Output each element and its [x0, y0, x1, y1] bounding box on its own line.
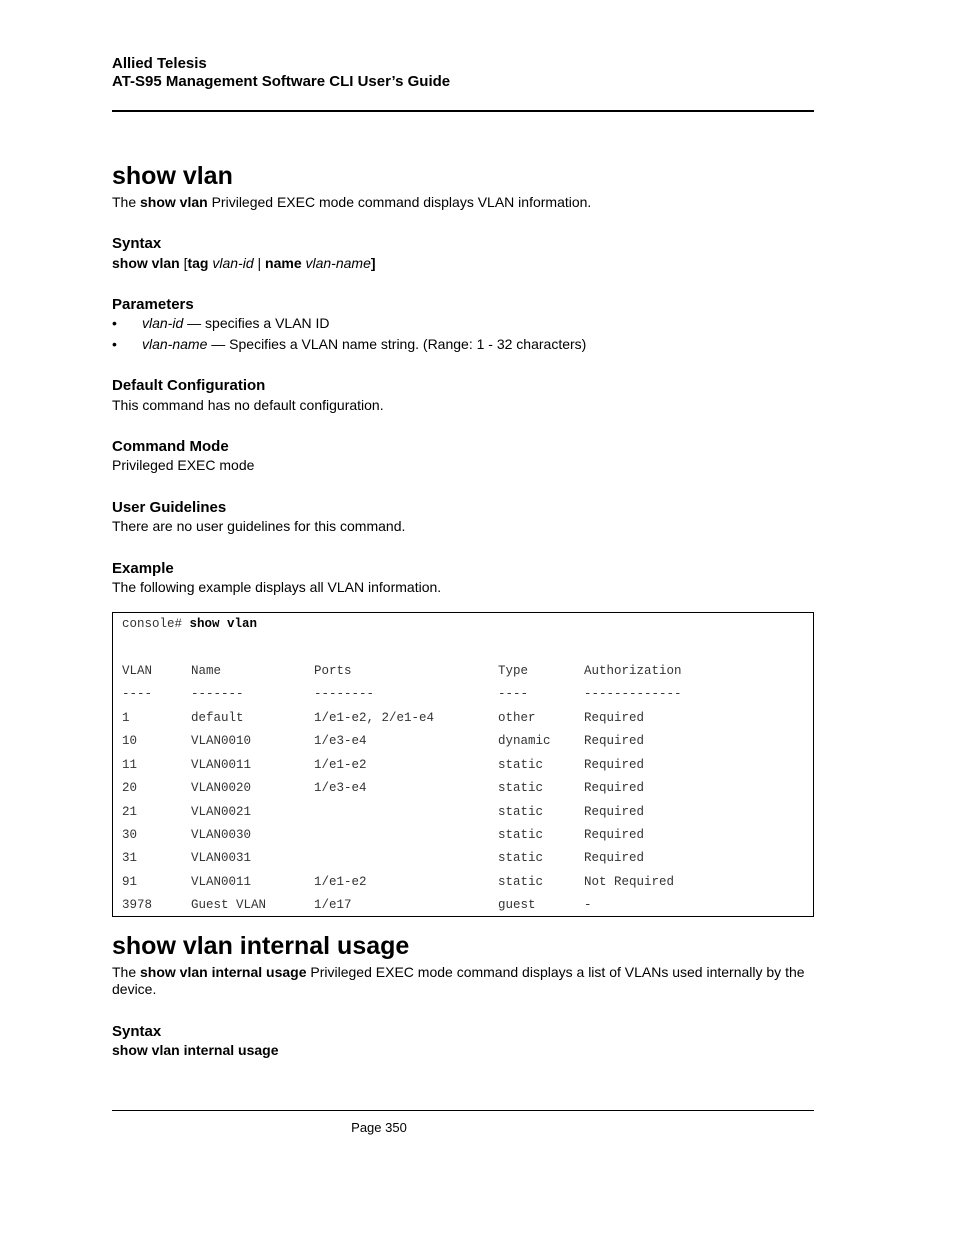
cell-type: dynamic [498, 734, 551, 749]
cell-vlan: 20 [122, 781, 138, 796]
syntax-bracket: [ [179, 255, 188, 271]
syntax-arg-vlan-id: vlan-id [208, 255, 254, 271]
cell-authorization: Required [584, 781, 645, 796]
header-company: Allied Telesis [112, 55, 207, 72]
cell-ports: 1/e1-e2 [314, 874, 367, 889]
cell-vlan: 30 [122, 828, 138, 842]
cell-type: guest [498, 898, 536, 913]
section-intro [112, 194, 591, 211]
cell-name: VLAN0031 [191, 851, 252, 866]
col-dashes: ---- [122, 687, 153, 701]
cell-vlan: 21 [122, 804, 138, 819]
cell-vlan: 1 [122, 711, 130, 725]
cell-name: VLAN0011 [191, 757, 252, 772]
user-guidelines-heading: User Guidelines [112, 499, 227, 516]
col-header-authorization: Authorization [584, 664, 682, 678]
parameter-desc: — Specifies a VLAN name string. (Range: 1 - 32 characters) [207, 336, 587, 352]
cell-name: VLAN0020 [191, 781, 252, 796]
cell-name: VLAN0011 [191, 874, 252, 889]
cell-authorization: Required [584, 851, 645, 866]
parameters-heading: Parameters [112, 296, 194, 313]
bullet-glyph: • [112, 315, 117, 331]
cell-type: static [498, 828, 544, 842]
intro-text-rest: Privileged EXEC mode command displays a list of VLANs used internally by the device. [112, 964, 805, 997]
intro-command: show vlan internal usage [140, 964, 307, 980]
cell-name: VLAN0021 [191, 804, 252, 819]
section2-syntax-heading: Syntax [112, 1023, 162, 1040]
cell-ports: 1/e1-e2, 2/e1-e4 [314, 711, 435, 725]
cell-type: other [498, 711, 536, 725]
cell-ports: 1/e3-e4 [314, 781, 367, 796]
syntax-keyword-name: name [265, 255, 302, 271]
parameter-desc: — specifies a VLAN ID [183, 315, 330, 331]
cell-name: VLAN0010 [191, 734, 252, 749]
default-config-text: This command has no default configuration. [112, 397, 384, 413]
cell-authorization: Required [584, 828, 645, 842]
cell-vlan: 31 [122, 851, 138, 866]
cell-name: default [191, 711, 244, 725]
cell-type: static [498, 874, 544, 889]
cell-ports: 1/e17 [314, 898, 352, 913]
cell-authorization: Required [584, 734, 645, 749]
intro-command: show vlan [140, 194, 208, 210]
syntax-heading: Syntax [112, 235, 162, 252]
cell-authorization: Not Required [584, 874, 675, 889]
console-command: show vlan [189, 617, 258, 631]
footer-rule [112, 1110, 814, 1111]
example-text: The following example displays all VLAN information. [112, 579, 442, 595]
header-rule [112, 110, 814, 112]
user-guidelines-text: There are no user guidelines for this command. [112, 518, 406, 534]
cell-vlan: 91 [122, 874, 138, 889]
bullet-glyph: • [112, 336, 117, 352]
syntax-arg-vlan-name: vlan-name [301, 255, 371, 271]
col-header-type: Type [498, 664, 529, 678]
section2-syntax-command: show vlan internal usage [112, 1042, 279, 1058]
syntax-line [112, 255, 376, 272]
intro-text: The [112, 964, 141, 980]
cell-authorization: Required [584, 711, 645, 725]
col-dashes: ------------- [584, 687, 682, 701]
command-mode-text: Privileged EXEC mode [112, 457, 255, 473]
cell-vlan: 3978 [122, 898, 153, 913]
cell-vlan: 11 [122, 757, 138, 772]
col-header-ports: Ports [314, 664, 352, 678]
console-prompt: console# [122, 617, 183, 631]
example-heading: Example [112, 560, 174, 577]
command-mode-heading: Command Mode [112, 438, 229, 455]
syntax-bracket-close: ] [370, 255, 376, 271]
cell-authorization: - [584, 898, 592, 913]
cell-type: static [498, 757, 544, 772]
default-config-heading: Default Configuration [112, 377, 266, 394]
cell-ports: 1/e1-e2 [314, 757, 367, 772]
parameter-name: vlan-id [142, 315, 184, 331]
cell-ports: 1/e3-e4 [314, 734, 367, 749]
section-title-show-vlan-internal-usage: show vlan internal usage [112, 932, 410, 960]
cell-authorization: Required [584, 804, 645, 819]
cell-vlan: 10 [122, 734, 138, 749]
footer-page-number: Page 350 [351, 1120, 407, 1135]
cell-name: Guest VLAN [191, 898, 267, 913]
cell-authorization: Required [584, 757, 645, 772]
intro-text: The [112, 194, 141, 210]
console-command-line [122, 617, 257, 631]
console-output-box [112, 612, 814, 917]
cell-type: static [498, 804, 544, 819]
cell-type: static [498, 851, 544, 866]
section-title-show-vlan: show vlan [112, 162, 233, 190]
syntax-separator: | [253, 255, 266, 271]
syntax-command: show vlan [112, 255, 180, 271]
parameter-name: vlan-name [142, 336, 208, 352]
col-header-vlan: VLAN [122, 664, 153, 678]
intro-text-rest: Privileged EXEC mode command displays VLAN information. [207, 194, 592, 210]
col-dashes: ---- [498, 687, 529, 701]
col-dashes: -------- [314, 687, 375, 701]
parameter-item [142, 336, 586, 352]
cell-name: VLAN0030 [191, 828, 252, 842]
section2-intro [112, 964, 812, 998]
cell-type: static [498, 781, 544, 796]
col-header-name: Name [191, 664, 222, 678]
syntax-keyword-tag: tag [187, 255, 209, 271]
col-dashes: ------- [191, 687, 244, 701]
header-guide-title: AT-S95 Management Software CLI User’s Guide [112, 73, 451, 90]
parameter-item [142, 315, 330, 331]
